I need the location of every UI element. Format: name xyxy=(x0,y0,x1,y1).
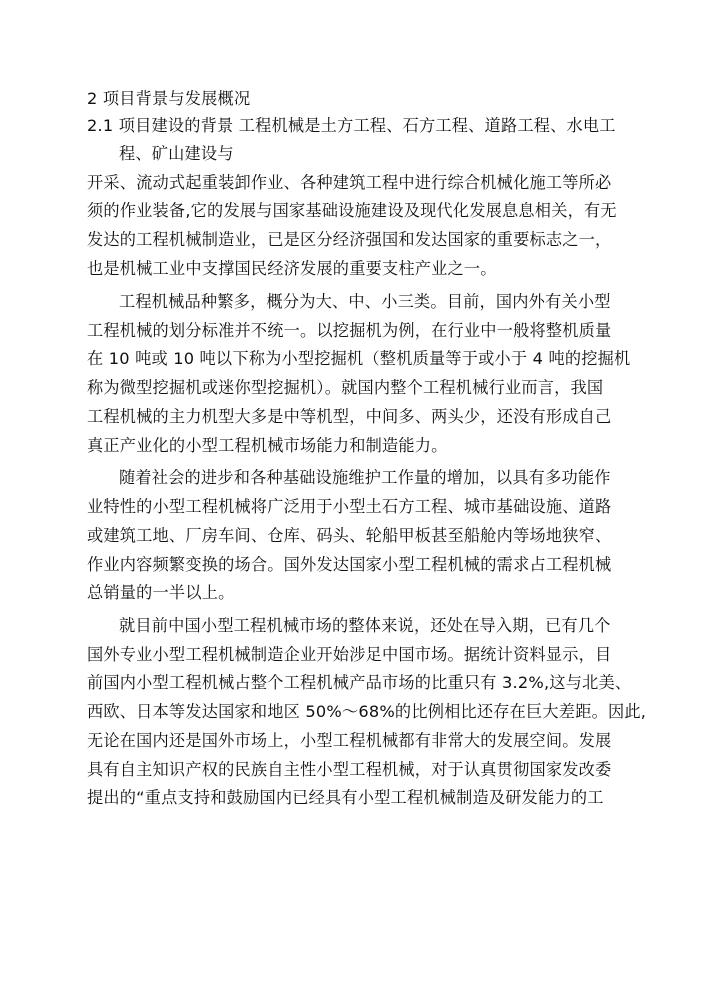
paragraph-4-line: 无论在国内还是国外市场上，小型工程机械都有非常大的发展空间。发展 xyxy=(87,731,612,750)
paragraph-1-line: 也是机械工业中支撑国民经济发展的重要支柱产业之一。 xyxy=(87,259,497,278)
paragraph-2-line: 工程机械的划分标准并不统一。以挖掘机为例，在行业中一般将整机质量 xyxy=(87,321,612,340)
paragraph-4-line: 前国内小型工程机械占整个工程机械产品市场的比重只有 3.2%,这与北美、 xyxy=(87,673,632,692)
paragraph-4-line: 具有自主知识产权的民族自主性小型工程机械，对于认真贯彻国家发改委 xyxy=(87,760,612,779)
paragraph-3-line: 总销量的一半以上。 xyxy=(87,583,235,602)
paragraph-3-line: 作业内容频繁变换的场合。国外发达国家小型工程机械的需求占工程机械 xyxy=(87,555,612,574)
paragraph-2-line: 称为微型挖掘机或迷你型挖掘机）。就国内整个工程机械行业而言，我国 xyxy=(87,378,604,397)
paragraph-3-line: 或建筑工地、厂房车间、仓库、码头、轮船甲板甚至船舱内等场地狭窄、 xyxy=(87,526,612,545)
paragraph-2-line: 工程机械品种繁多，概分为大、中、小三类。目前，国内外有关小型 xyxy=(119,292,611,311)
paragraph-1-line: 发达的工程机械制造业，已是区分经济强国和发达国家的重要标志之一， xyxy=(87,230,612,249)
subsection-heading-continued: 程、矿山建设与 xyxy=(119,144,234,163)
paragraph-4-line: 西欧、日本等发达国家和地区 50%～68%的比例相比还存在巨大差距。因此, xyxy=(87,702,647,721)
paragraph-4-line: 国外专业小型工程机械制造企业开始涉足中国市场。据统计资料显示，目 xyxy=(87,645,612,664)
paragraph-2-line: 工程机械的主力机型大多是中等机型，中间多、两头少，还没有形成自己 xyxy=(87,407,612,426)
paragraph-1-line: 开采、流动式起重装卸作业、各种建筑工程中进行综合机械化施工等所必 xyxy=(87,173,612,192)
paragraph-2-line: 真正产业化的小型工程机械市场能力和制造能力。 xyxy=(87,436,448,455)
paragraph-3-line: 业特性的小型工程机械将广泛用于小型土石方工程、城市基础设施、道路 xyxy=(87,497,612,516)
paragraph-2-line: 在 10 吨或 10 吨以下称为小型挖掘机（整机质量等于或小于 4 吨的挖掘机 xyxy=(87,349,631,368)
paragraph-3-line: 随着社会的进步和各种基础设施维护工作量的增加，以具有多功能作 xyxy=(119,468,611,487)
paragraph-4-line: 就目前中国小型工程机械市场的整体来说，还处在导入期，已有几个 xyxy=(119,616,611,635)
paragraph-4-line: 提出的“重点支持和鼓励国内已经具有小型工程机械制造及研发能力的工 xyxy=(87,788,604,807)
paragraph-1-line: 须的作业装备,它的发展与国家基础设施建设及现代化发展息息相关，有无 xyxy=(87,201,617,220)
subsection-heading: 2.1 项目建设的背景 工程机械是土方工程、石方工程、道路工程、水电工 xyxy=(87,116,616,135)
section-heading: 2 项目背景与发展概况 xyxy=(87,89,251,108)
